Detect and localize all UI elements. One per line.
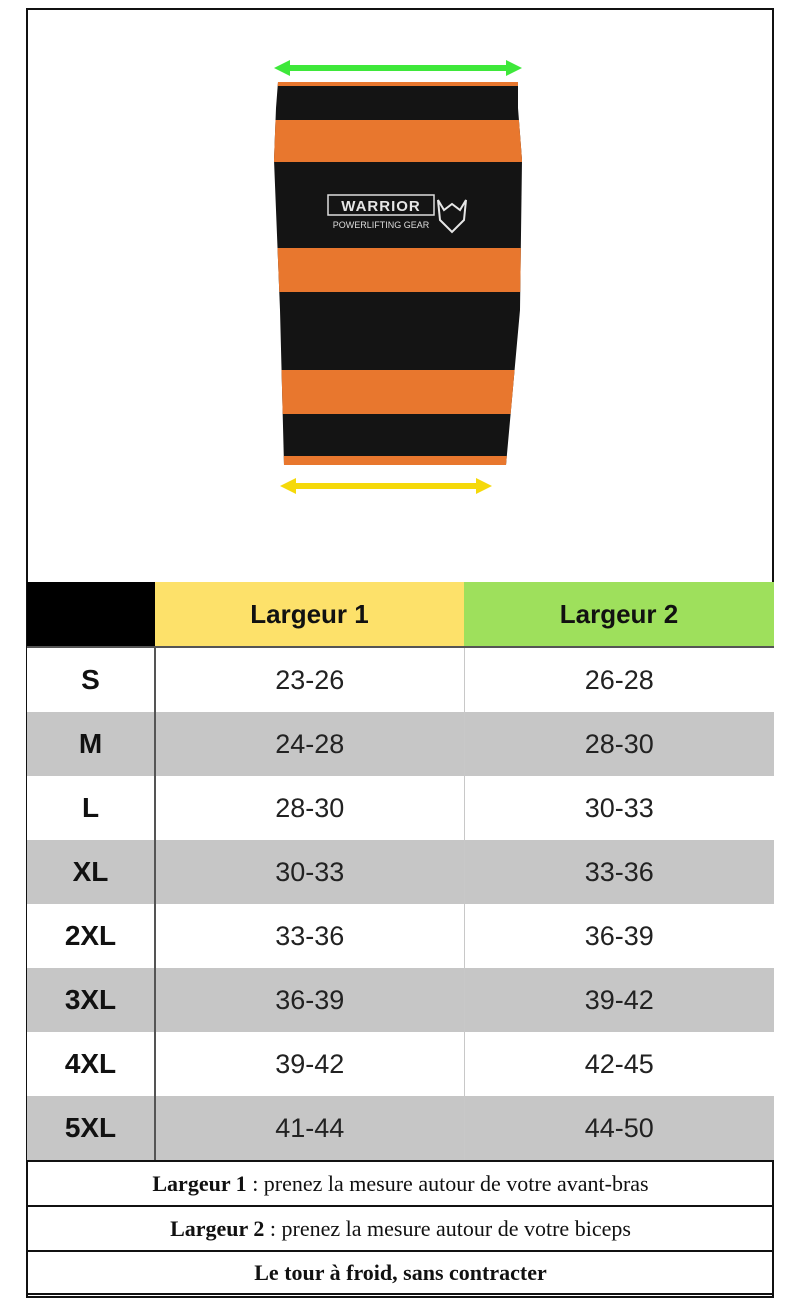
largeur-2-value: 26-28	[464, 647, 774, 712]
table-row	[27, 968, 774, 1032]
largeur-2-value: 28-30	[464, 712, 774, 776]
size-label: L	[27, 776, 155, 840]
largeur-1-value: 39-42	[155, 1032, 464, 1096]
largeur-1-value: 23-26	[155, 647, 464, 712]
note-cold-measure	[27, 1250, 774, 1295]
table-row	[27, 840, 774, 904]
note-1-text: : prenez la mesure autour de votre avant-bras	[246, 1170, 649, 1196]
note-2-term: Largeur 2	[170, 1215, 265, 1241]
largeur-2-value: 36-39	[464, 904, 774, 968]
note-largeur-2	[27, 1205, 774, 1250]
largeur-2-value: 44-50	[464, 1096, 774, 1160]
table-row	[27, 647, 774, 712]
largeur-2-value: 39-42	[464, 968, 774, 1032]
svg-text:POWERLIFTING GEAR: POWERLIFTING GEAR	[332, 220, 430, 230]
table-row	[27, 1096, 774, 1160]
size-label: 4XL	[27, 1032, 155, 1096]
size-label: 2XL	[27, 904, 155, 968]
elbow-sleeve-image	[28, 10, 772, 580]
largeur-1-value: 24-28	[155, 712, 464, 776]
top-width-arrow	[274, 60, 522, 76]
sleeve-stripes	[258, 80, 538, 480]
size-label: 5XL	[27, 1096, 155, 1160]
table-row	[27, 1032, 774, 1096]
note-2-text: : prenez la mesure autour de votre biceps	[264, 1215, 631, 1241]
note-1-term: Largeur 1	[152, 1170, 247, 1196]
svg-text:WARRIOR: WARRIOR	[341, 198, 421, 215]
product-photo	[28, 10, 772, 580]
table-row	[27, 712, 774, 776]
largeur-1-value: 33-36	[155, 904, 464, 968]
table-row	[27, 904, 774, 968]
header-largeur-2: Largeur 2	[464, 582, 774, 647]
largeur-1-value: 41-44	[155, 1096, 464, 1160]
note-largeur-1	[27, 1160, 774, 1205]
header-corner-cell	[27, 582, 155, 647]
largeur-1-value: 30-33	[155, 840, 464, 904]
size-label: S	[27, 647, 155, 712]
largeur-2-value: 33-36	[464, 840, 774, 904]
bottom-width-arrow	[280, 478, 492, 494]
note-3-text: Le tour à froid, sans contracter	[254, 1259, 547, 1285]
measurement-notes	[27, 1160, 774, 1295]
table-row	[27, 776, 774, 840]
size-label: 3XL	[27, 968, 155, 1032]
largeur-2-value: 42-45	[464, 1032, 774, 1096]
largeur-2-value: 30-33	[464, 776, 774, 840]
size-table	[27, 582, 774, 1160]
size-label: M	[27, 712, 155, 776]
header-largeur-1: Largeur 1	[155, 582, 464, 647]
table-header-row	[27, 582, 774, 647]
largeur-1-value: 28-30	[155, 776, 464, 840]
largeur-1-value: 36-39	[155, 968, 464, 1032]
size-label: XL	[27, 840, 155, 904]
